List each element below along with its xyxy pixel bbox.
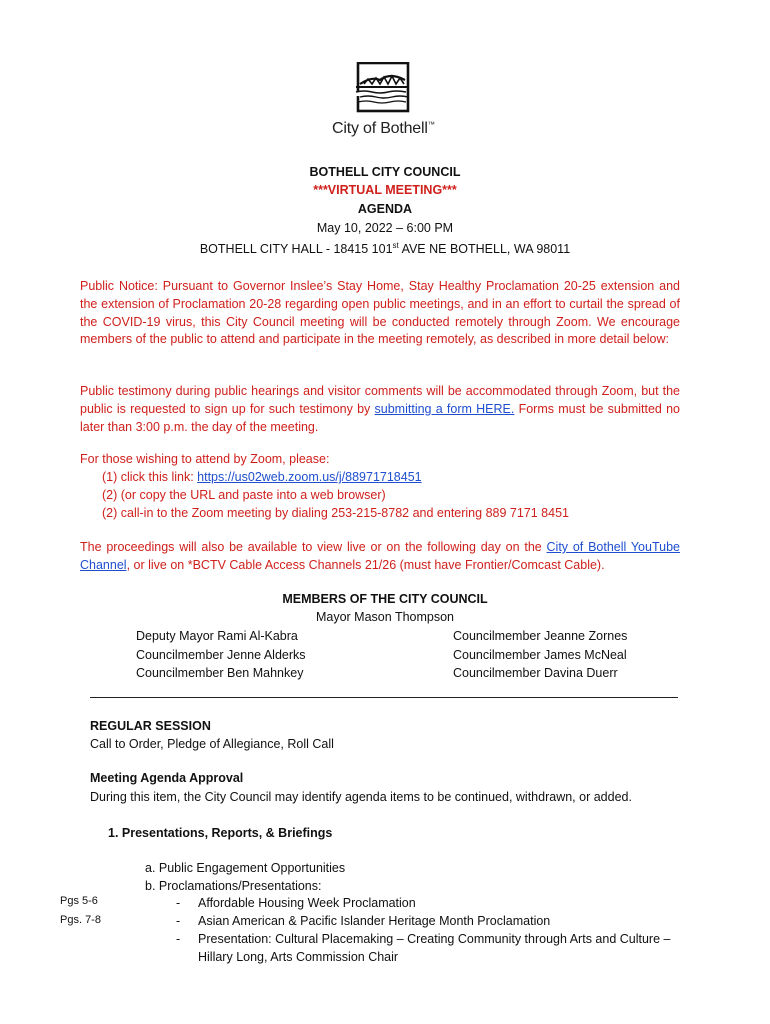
- member-left-1: Deputy Mayor Rami Al-Kabra: [136, 629, 298, 643]
- regular-session-heading: REGULAR SESSION: [90, 719, 211, 733]
- members-heading: MEMBERS OF THE CITY COUNCIL: [282, 592, 488, 606]
- sub-item-a: a. Public Engagement Opportunities: [145, 861, 346, 875]
- public-notice: Public Notice: Pursuant to Governor Inslee’s Stay Home, Stay Healthy Proclamation 20-25 extension and the extension of Proclamation 20-28 regarding open public meetings, and in an effort to curtail the spread of the COVID-19 virus, this City Council meeting will be conducted remotely through Zoom. We encourage members of the public to attend and participate in the meeting remotely, as described in more detail below:: [80, 279, 680, 347]
- item-1-heading: 1. Presentations, Reports, & Briefings: [108, 826, 333, 840]
- city-name: City of Bothell™: [332, 120, 435, 137]
- zoom-meeting-link[interactable]: https://us02web.zoom.us/j/88971718451: [197, 470, 422, 484]
- call-to-order: Call to Order, Pledge of Allegiance, Roll Call: [90, 737, 334, 751]
- bullet-dash-1: -: [176, 896, 181, 910]
- member-left-2: Councilmember Jenne Alderks: [136, 648, 306, 662]
- council-heading: BOTHELL CITY COUNCIL: [309, 165, 461, 179]
- member-right-1: Councilmember Jeanne Zornes: [453, 629, 628, 643]
- section-divider: [90, 697, 678, 698]
- agenda-approval-text: During this item, the City Council may identify agenda items to be continued, withdrawn, or added.: [90, 790, 632, 804]
- agenda-approval-heading: Meeting Agenda Approval: [90, 771, 244, 785]
- broadcast-notice: The proceedings will also be available to view live or on the following day on the City of Bothell YouTube Channel, or live on *BCTV Cable Access Channels 21/26 (must have Frontier/Comcast Cable).: [80, 540, 680, 572]
- virtual-meeting-heading: ***VIRTUAL MEETING***: [313, 183, 457, 197]
- bullet-dash-3: -: [176, 932, 181, 946]
- page-ref-2: Pgs. 7-8: [60, 914, 101, 926]
- meeting-datetime: May 10, 2022 – 6:00 PM: [316, 221, 454, 235]
- city-logo: [350, 62, 414, 114]
- youtube-channel-link[interactable]: City of Bothell YouTube Channel: [80, 540, 680, 572]
- testimony-notice: Public testimony during public hearings and visitor comments will be accommodated through Zoom, but the public is requested to sign up for such testimony by submitting a form HERE. Forms must be submitted no later than 3:00 p.m. the day of the meeting.: [80, 384, 680, 434]
- submit-form-link[interactable]: submitting a form HERE.: [374, 401, 515, 416]
- zoom-step-1: (1) click this link: https://us02web.zoom.us/j/88971718451: [102, 470, 422, 484]
- bullet-2: Asian American & Pacific Islander Heritage Month Proclamation: [198, 914, 551, 928]
- agenda-heading: AGENDA: [357, 202, 413, 216]
- page-ref-1: Pgs 5-6: [60, 895, 98, 907]
- mayor-name: Mayor Mason Thompson: [315, 610, 455, 624]
- meeting-address: BOTHELL CITY HALL - 18415 101st AVE NE BOTHELL, WA 98011: [199, 241, 571, 257]
- bullet-dash-2: -: [176, 914, 181, 928]
- zoom-intro: For those wishing to attend by Zoom, please:: [80, 452, 330, 466]
- bullet-1: Affordable Housing Week Proclamation: [198, 896, 416, 910]
- member-right-3: Councilmember Davina Duerr: [453, 666, 618, 680]
- bullet-3: Presentation: Cultural Placemaking – Creating Community through Arts and Culture – Hillary Long, Arts Commission Chair: [198, 932, 671, 964]
- sub-item-b: b. Proclamations/Presentations:: [145, 879, 322, 893]
- member-right-2: Councilmember James McNeal: [453, 648, 627, 662]
- zoom-step-3: (2) call-in to the Zoom meeting by dialing 253-215-8782 and entering 889 7171 8451: [102, 506, 569, 520]
- zoom-step-2: (2) (or copy the URL and paste into a web browser): [102, 488, 386, 502]
- member-left-3: Councilmember Ben Mahnkey: [136, 666, 304, 680]
